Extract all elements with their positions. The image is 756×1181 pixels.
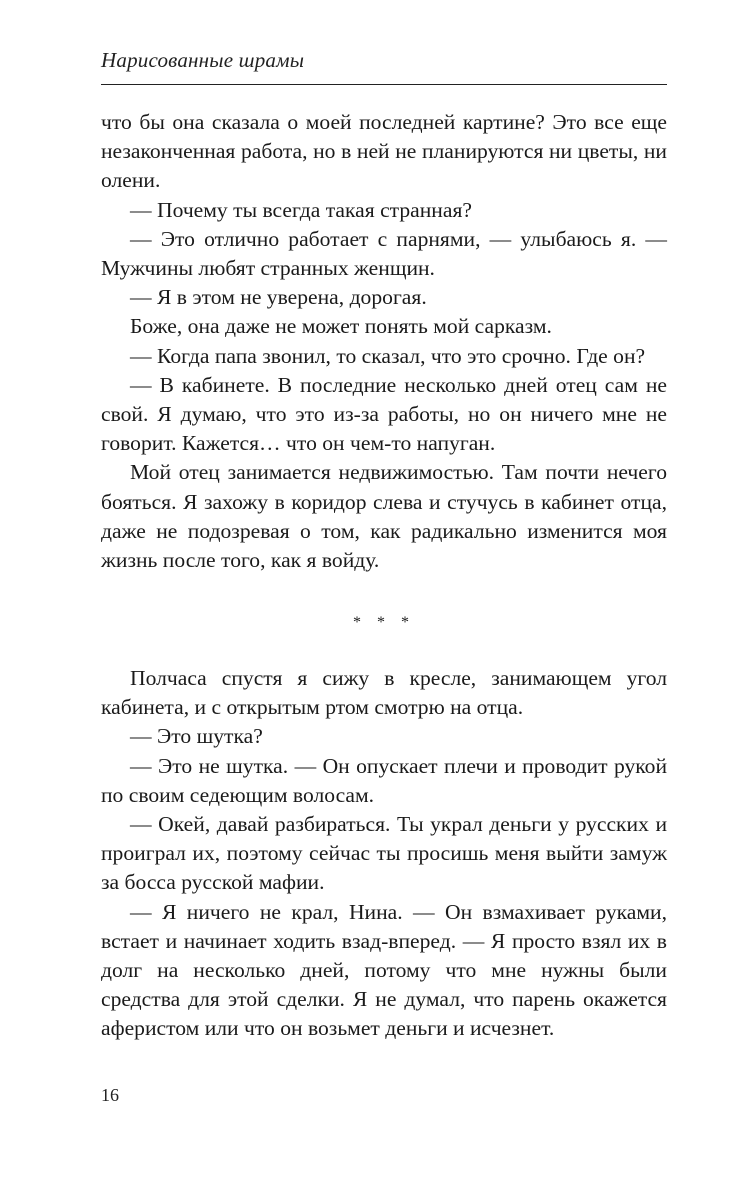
paragraph: — Окей, давай разбираться. Ты украл деньги у русских и проиграл их, поэтому сейчас ты просишь меня выйти замуж за босса русской мафии. [101,812,667,895]
book-title: Нарисованные шрамы [101,48,305,72]
text-section-1 [101,108,667,575]
running-head [101,48,667,88]
paragraph: — В кабинете. В последние несколько дней отец сам не свой. Я думаю, что это из-за работы, но он ничего мне не говорит. Кажется… что он чем-то напуган. [101,372,667,456]
header-rule [101,84,667,85]
paragraph: Мой отец занимается недвижимостью. Там почти нечего бояться. Я захожу в коридор слева и стучусь в кабинет отца, даже не подозревая о том, как радикально изменится моя жизнь после того, как я войду. [101,460,667,573]
paragraph: — Когда папа звонил, то сказал, что это срочно. Где он? [130,343,646,368]
paragraph: Полчаса спустя я сижу в кресле, занимающем угол кабинета, и с открытым ртом смотрю на отца. [101,666,667,720]
page-number: 16 [101,1085,119,1105]
paragraph: — Я ничего не крал, Нина. — Он взмахивает руками, встает и начинает ходить взад-вперед. — Я просто взял их в долг на несколько дней, потому что мне нужны были средства для этой сделки. Я не думал, что парень окажется аферистом или что он возьмет деньги и исчезнет. [101,899,667,1041]
paragraph: что бы она сказала о моей последней картине? Это все еще незаконченная работа, но в ней не планируются ни цветы, ни олени. [101,110,667,193]
paragraph: — Это отлично работает с парнями, — улыбаюсь я. — Мужчины любят странных женщин. [101,226,667,281]
paragraph: — Я в этом не уверена, дорогая. [130,285,427,310]
paragraph: — Это шутка? [130,724,263,749]
paragraph: — Это не шутка. — Он опускает плечи и проводит рукой по своим седеющим волосам. [101,753,667,807]
paragraph: — Почему ты всегда такая странная? [130,197,472,222]
paragraph: Боже, она даже не может понять мой сарказм. [130,314,552,339]
text-section-2 [101,664,667,1044]
section-separator: * * * [353,614,415,631]
